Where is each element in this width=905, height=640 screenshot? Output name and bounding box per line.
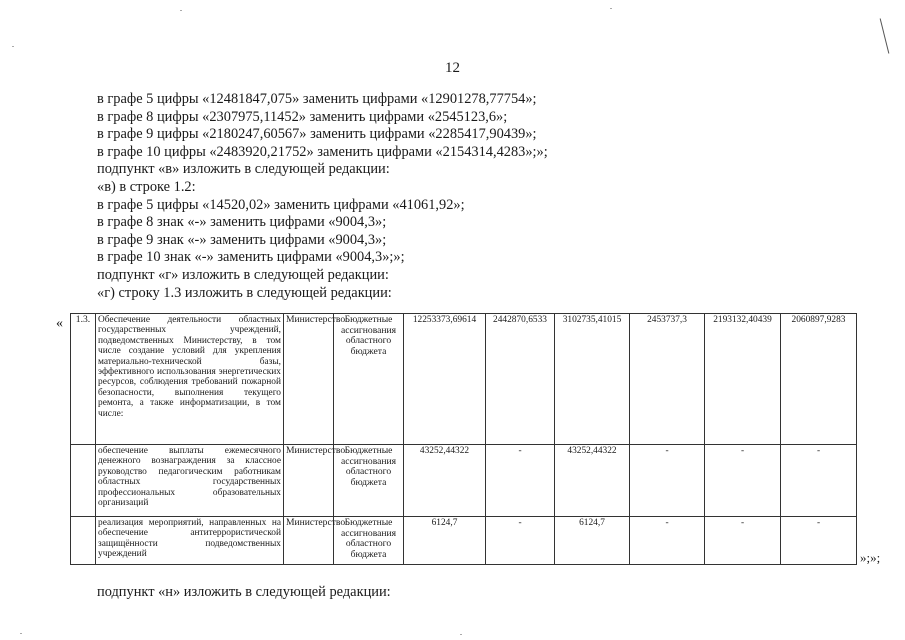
row-value-col-6: 2442870,6533 [486,314,555,445]
row-description: реализация мероприятий, направленных на обеспечение антитеррористической защищённости подведомственных учреждений [96,517,284,565]
row-value-col-10: 2060897,9283 [781,314,857,445]
instruction-line: в графе 9 знак «-» заменить цифрами «9004,3»; [97,231,387,248]
row-value-col-6: - [486,445,555,517]
row-value-total: 43252,44322 [404,445,486,517]
amendment-table [70,313,857,565]
instruction-line: подпункт «г» изложить в следующей редакции: [97,266,389,283]
instruction-line: в графе 8 знак «-» заменить цифрами «9004,3»; [97,214,387,231]
row-funding-source: Бюджетные ассигнования областного бюджета [334,517,404,565]
instruction-line: «в) в строке 1.2: [97,178,196,195]
instruction-line: в графе 10 цифры «2483920,21752» заменить цифрами «2154314,4283»;»; [97,143,548,160]
instruction-line: в графе 10 знак «-» заменить цифрами «9004,3»;»; [97,249,405,266]
row-executor: Министерство [284,517,334,565]
table-row [71,445,857,517]
table-close-quote: »;»; [860,550,881,565]
instruction-line: в графе 5 цифры «14520,02» заменить цифрами «41061,92»; [97,196,465,213]
page-number: 12 [445,60,460,76]
row-number [71,445,96,517]
row-value-col-10: - [781,517,857,565]
next-subpoint-line: подпункт «н» изложить в следующей редакции: [97,584,391,600]
instruction-line: в графе 9 цифры «2180247,60567» заменить цифрами «2285417,90439»; [97,126,537,143]
row-executor: Министерство [284,445,334,517]
amendment-instructions [97,91,857,302]
row-value-col-7: 3102735,41015 [555,314,630,445]
row-value-col-10: - [781,445,857,517]
row-value-col-7: 43252,44322 [555,445,630,517]
row-value-col-6: - [486,517,555,565]
table-row [71,517,857,565]
row-funding-source: Бюджетные ассигнования областного бюджета [334,314,404,445]
row-funding-source: Бюджетные ассигнования областного бюджета [334,445,404,517]
table-open-quote: « [56,316,63,331]
row-value-col-9: 2193132,40439 [705,314,781,445]
instruction-line: «г) строку 1.3 изложить в следующей редакции: [97,284,392,301]
row-value-col-7: 6124,7 [555,517,630,565]
row-value-total: 12253373,69614 [404,314,486,445]
row-value-col-8: 2453737,3 [630,314,705,445]
table-row [71,314,857,445]
instruction-line: подпункт «в» изложить в следующей редакции: [97,161,390,178]
scan-dust [180,10,182,11]
row-number [71,517,96,565]
row-value-col-8: - [630,517,705,565]
row-value-total: 6124,7 [404,517,486,565]
row-executor: Министерство [284,314,334,445]
instruction-line: в графе 8 цифры «2307975,11452» заменить цифрами «2545123,6»; [97,108,508,125]
scan-dust [12,46,14,47]
scan-dust [460,634,462,635]
scan-dust [610,8,612,9]
row-value-col-9: - [705,517,781,565]
row-description: обеспечение выплаты ежемесячного денежного вознаграждения за классное руководство педагогическим работникам областных государственных профессиональных образовательных организаций [96,445,284,517]
instruction-line: в графе 5 цифры «12481847,075» заменить цифрами «12901278,77754»; [97,91,537,107]
row-description: Обеспечение деятельности областных государственных учреждений, подведомственных Министерству, в том числе создание условий для укрепления материально-технической базы, эффективного использования энергетических ресурсов, соблюдения требований пожарной безопасности, выполнения текущего ремонта, а также информатизации, в том числе: [96,314,284,445]
scan-dust [20,633,22,634]
row-value-col-9: - [705,445,781,517]
row-number: 1.3. [71,314,96,445]
row-value-col-8: - [630,445,705,517]
scan-edge-mark [880,18,890,53]
